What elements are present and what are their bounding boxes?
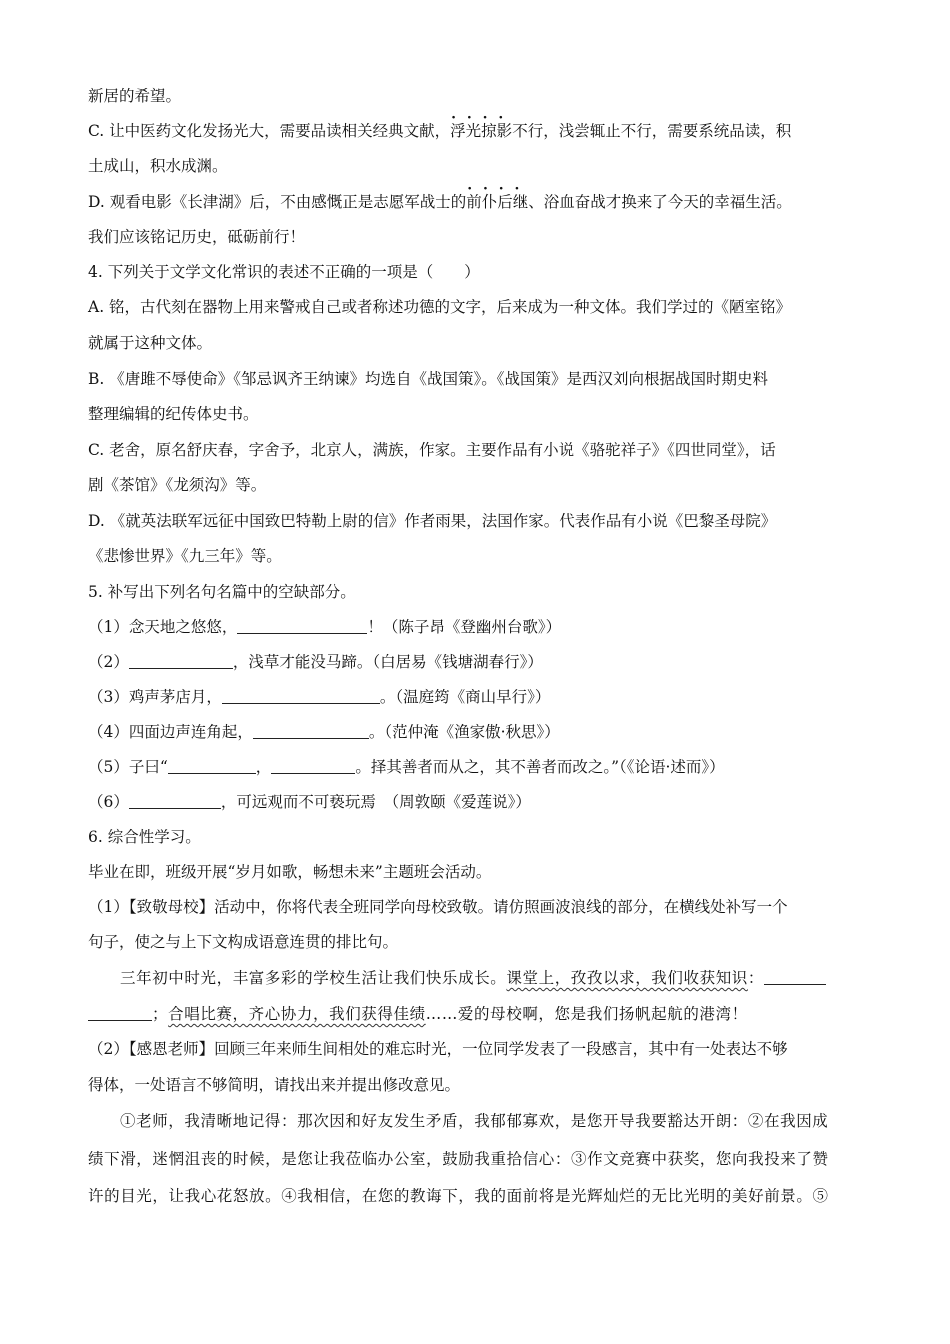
- q3-c-post: 不行，浅尝辄止不行，需要系统品读，积: [512, 122, 792, 140]
- q5-6-blank[interactable]: [129, 793, 221, 809]
- q6-part2-cont-text: 得体，一处语言不够简明，请找出来并提出修改意见。: [88, 1076, 461, 1094]
- q5-2-blank[interactable]: [129, 653, 233, 669]
- q6-passage-2-wavy: 合唱比赛，齐心协力，我们获得佳绩: [168, 1005, 426, 1023]
- q5-2-pre: （2）: [88, 653, 129, 671]
- q5-item-1: [88, 617, 561, 637]
- q6-passage-3-line-1: [120, 1111, 828, 1131]
- q6-answer-blank-2[interactable]: [88, 1005, 152, 1021]
- q4-option-d-cont: [88, 546, 282, 566]
- q4-b-text: B. 《唐雎不辱使命》《邹忌讽齐王纳谏》均选自《战国策》。《战国策》是西汉刘向根据战国时期史料: [88, 370, 768, 388]
- q6-passage-1-wavy: 课堂上，孜孜以求，我们收获知识: [506, 969, 748, 987]
- q4-option-a-cont: [88, 333, 212, 353]
- q5-1-pre: （1）念天地之悠悠，: [88, 618, 238, 636]
- q4-a-text: A. 铭，古代刻在器物上用来警戒自己或者称述功德的文字，后来成为一种文体。我们学过的《陋室铭》: [88, 298, 792, 316]
- q5-5-post: 。择其善者而从之，其不善者而改之。”（《论语·述而》）: [355, 758, 725, 776]
- q5-3-pre: （3）鸡声茅店月，: [88, 688, 222, 706]
- q6-passage-1-post: ：: [747, 969, 765, 987]
- q4-option-a: [88, 297, 791, 317]
- q5-item-2: [88, 652, 543, 672]
- q6-passage-1: [120, 968, 826, 988]
- q6-part1: [88, 897, 788, 917]
- q5-item-4: [88, 722, 560, 742]
- q6-passage-3-line-2-text: 绩下滑，迷惘沮丧的时候，是您让我莅临办公室，鼓励我重拾信心：③作文竞赛中获奖，您向我投来了赞: [88, 1150, 829, 1168]
- q5-4-pre: （4）四面边声连角起，: [88, 723, 253, 741]
- q6-passage-3-line-2: [88, 1149, 829, 1169]
- q6-passage-3-line-3-text: 许的目光，让我心花怒放。④我相信，在您的教诲下，我的面前将是光辉灿烂的无比光明的美好前景。⑤: [88, 1187, 829, 1205]
- q5-2-post: ，浅草才能没马蹄。（白居易《钱塘湖春行》）: [232, 653, 543, 671]
- q5-title: [88, 582, 356, 602]
- q5-5-pre: （5）子曰“: [88, 758, 168, 776]
- q4-title-text: 4. 下列关于文学文化常识的表述不正确的一项是（ ）: [88, 263, 480, 281]
- q3-option-d: [88, 192, 792, 212]
- q6-passage-1-pre: 三年初中时光，丰富多彩的学校生活让我们快乐成长。: [120, 969, 507, 987]
- q6-passage-2-post: ……爱的母校啊，您是我们扬帆起航的港湾！: [425, 1005, 748, 1023]
- q6-passage-3-line-1-text: ①老师，我清晰地记得：那次因和好友发生矛盾，我郁郁寡欢，是您开导我要豁达开朗：②在我因成: [120, 1112, 829, 1130]
- q6-part2: [88, 1039, 788, 1059]
- q4-option-d: [88, 511, 776, 531]
- q4-a-cont-text: 就属于这种文体。: [88, 334, 213, 352]
- q6-passage-2-mid: ；: [152, 1005, 169, 1023]
- q3-d-emphasis: · · · · 前仆后继: [466, 192, 528, 212]
- q6-part1-cont-text: 句子，使之与上下文构成语意连贯的排比句。: [88, 933, 399, 951]
- q4-d-text: D. 《就英法联军远征中国致巴特勒上尉的信》作者雨果，法国作家。代表作品有小说《巴黎圣母院》: [88, 512, 777, 530]
- q4-title: [88, 262, 480, 282]
- q5-1-post: ！（陈子昂《登幽州台歌》）: [367, 618, 562, 636]
- q5-item-3: [88, 687, 550, 707]
- q3-line-a-text: 新居的希望。: [88, 87, 182, 105]
- q3-option-c: [88, 121, 791, 141]
- q5-4-blank[interactable]: [253, 723, 369, 739]
- q4-b-cont-text: 整理编辑的纪传体史书。: [88, 405, 259, 423]
- q3-d-pre: D. 观看电影《长津湖》后，不由感慨正是志愿军战士的: [88, 193, 467, 211]
- q5-item-5: [88, 757, 725, 777]
- q4-c-text: C. 老舍，原名舒庆春，字舍予，北京人，满族，作家。主要作品有小说《骆驼祥子》《四世同堂》，话: [88, 441, 776, 459]
- q5-6-post: ，可远观而不可亵玩焉 （周敦颐《爱莲说》）: [220, 793, 531, 811]
- q6-part2-text: （2）【感恩老师】回顾三年来师生间相处的难忘时光，一位同学发表了一段感言，其中有一处表达不够: [88, 1040, 788, 1058]
- q5-title-text: 5. 补写出下列名句名篇中的空缺部分。: [88, 583, 356, 601]
- q5-3-blank[interactable]: [222, 688, 380, 704]
- q3-d-post: 、浴血奋战才换来了今天的幸福生活。: [528, 193, 792, 211]
- q6-title: [88, 827, 201, 847]
- q4-option-c-cont: [88, 475, 266, 495]
- q3-c-emphasis: · · · · 浮光掠影: [450, 121, 512, 141]
- q4-d-cont-text: 《悲惨世界》《九三年》等。: [88, 547, 282, 565]
- q6-part1-text: （1）【致敬母校】活动中，你将代表全班同学向母校致敬。请仿照画波浪线的部分，在横线处补写一个: [88, 898, 788, 916]
- q5-5-mid: ，: [255, 758, 272, 776]
- q5-item-6: [88, 792, 531, 812]
- q6-title-text: 6. 综合性学习。: [88, 828, 201, 846]
- q6-answer-blank-1[interactable]: [764, 969, 826, 985]
- q3-c-cont-text: 土成山，积水成渊。: [88, 157, 228, 175]
- q6-part2-cont: [88, 1075, 460, 1095]
- q5-3-post: 。（温庭筠《商山早行》）: [379, 688, 551, 706]
- q6-passage-3-line-3: [88, 1186, 829, 1206]
- q6-part1-cont: [88, 932, 398, 952]
- q5-6-pre: （6）: [88, 793, 129, 811]
- q3-option-d-cont: [88, 227, 305, 247]
- q5-1-blank[interactable]: [237, 618, 367, 634]
- q4-option-c: [88, 440, 776, 460]
- q5-4-post: 。（范仲淹《渔家傲·秋思》）: [368, 723, 560, 741]
- q3-c-pre: C. 让中医药文化发扬光大，需要品读相关经典文献，: [88, 122, 451, 140]
- q6-intro: [88, 862, 491, 882]
- q4-c-cont-text: 剧《茶馆》《龙须沟》等。: [88, 476, 267, 494]
- q3-option-c-cont: [88, 156, 228, 176]
- q5-5-blank-2[interactable]: [271, 758, 355, 774]
- q4-option-b-cont: [88, 404, 259, 424]
- q5-5-blank-1[interactable]: [168, 758, 256, 774]
- q3-line-a: [88, 86, 181, 106]
- q6-passage-2: [88, 1004, 748, 1024]
- q4-option-b: [88, 369, 768, 389]
- q6-intro-text: 毕业在即，班级开展“岁月如歌，畅想未来”主题班会活动。: [88, 863, 492, 881]
- q3-d-cont-text: 我们应该铭记历史，砥砺前行！: [88, 228, 306, 246]
